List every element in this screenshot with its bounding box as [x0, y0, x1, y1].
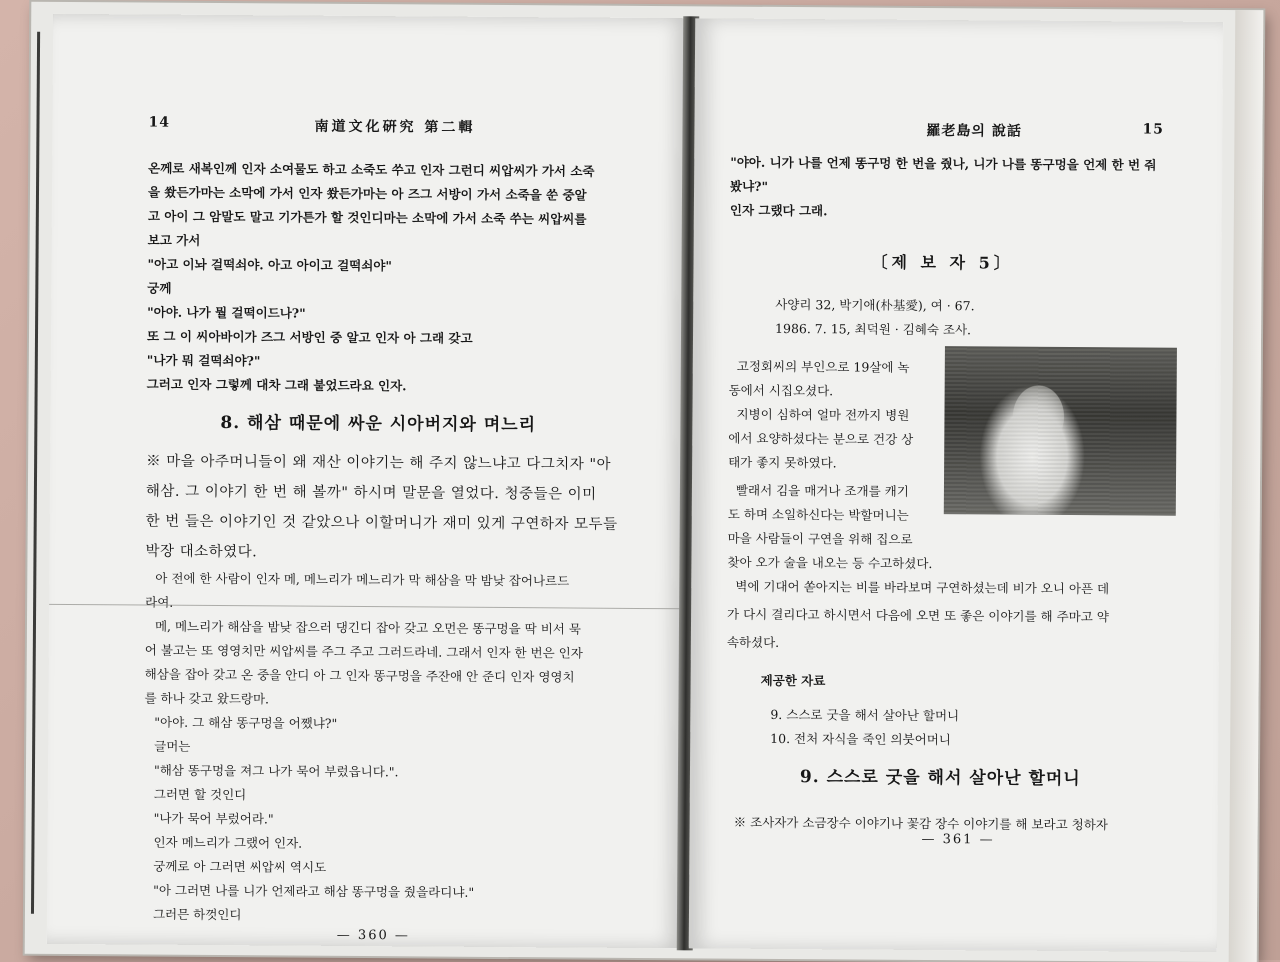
text-line: "아고 이놔 걸떡쇠야. 아고 아이고 걸떡쇠야": [147, 256, 392, 274]
text-line: 아 전에 한 사람이 인자 메, 메느리가 메느리가 막 해삼을 막 밤낮 잡어나르드: [155, 570, 570, 589]
informant-photo: [944, 346, 1177, 516]
bio-line: 에서 요양하셨다는 분으로 건강 상: [728, 430, 914, 447]
text-line: 그러믄 하껏인디: [152, 906, 242, 923]
material-item: 10. 전처 자식을 죽인 의붓어머니: [770, 730, 951, 748]
text-line: "나가 뭐 걸떡쇠야?": [146, 352, 261, 369]
bio-line: 찾아 오가 술을 내오는 등 수고하셨다.: [727, 554, 933, 572]
bio-line: 마을 사람들이 구연을 위해 집으로: [727, 530, 913, 547]
section-title-9: 9. 스스로 굿을 해서 살아난 할머니: [799, 767, 1081, 790]
bio-line: 가 다시 결리다고 하시면서 다음에 오면 또 좋은 이야기를 해 주마고 약: [727, 606, 1109, 625]
bio-line: 고정회씨의 부인으로 19살에 녹: [736, 358, 910, 375]
text-line: 을 쐈든가마는 소막에 가서 인자 쐈든가마는 아 즈그 서방이 가서 소죽을 쑨 중알: [147, 184, 587, 203]
text-line: 그러고 인자 그렇께 대차 그래 붙었드라요 인자.: [146, 376, 407, 394]
text-line: 글머는: [154, 738, 191, 754]
text-line: 어 불고는 또 영영치만 씨압씨를 주그 주고 그러드라네. 그래서 인자 한 번은 인자: [144, 642, 583, 661]
bio-line: 도 하며 소일하신다는 박할머니는: [727, 506, 909, 523]
text-line: "해삼 똥구멍을 져그 나가 묵어 부렀읍니다.".: [153, 762, 399, 780]
text-line: 라여.: [145, 594, 174, 610]
text-line: "아 그러면 나를 니가 언제라고 해삼 똥구멍을 줬을라디냐.": [153, 882, 475, 900]
right-running-head: 羅老島의 說話: [926, 122, 1022, 140]
left-page: [47, 14, 689, 948]
bio-line: 태가 좋지 못하였다.: [728, 454, 837, 471]
informant-info: 1986. 7. 15, 최덕원 · 김혜숙 조사.: [775, 320, 972, 338]
right-page: [689, 18, 1223, 952]
text-line: 온께로 새복인께 인자 소여물도 하고 소죽도 쑤고 인자 그런디 씨압씨가 가서 소죽: [148, 160, 595, 179]
bio-line: 속하셨다.: [726, 634, 780, 650]
informant-title: 〔제 보 자 5〕: [871, 252, 1014, 273]
text-line: 궁께: [147, 280, 172, 296]
lead-line: ※ 마을 아주머니들이 왜 재산 이야기는 해 주지 않느냐고 다그치자 "아: [146, 453, 612, 473]
lead-line: 박장 대소하였다.: [145, 543, 258, 561]
left-folio: — 360 —: [336, 927, 410, 944]
open-book: [25, 2, 1264, 962]
informant-info: 사양리 32, 박기애(朴基愛), 여 · 67.: [775, 296, 975, 314]
text-line: 해삼을 잡아 갖고 온 중을 안디 아 그 인자 똥구멍을 주잔애 안 준디 인자 영영치: [144, 666, 575, 685]
text-line: 메, 메느리가 해삼을 밤낮 잡으러 댕긴디 잡아 갖고 오먼은 똥구멍을 딱 비서 묵: [154, 618, 582, 637]
text-line: 인자 메느리가 그랬어 인자.: [153, 834, 303, 851]
right-folio: — 361 —: [921, 831, 995, 848]
lead-line: 해삼. 그 이야기 한 번 해 볼까" 하시며 말문을 열었다. 청중들은 이미: [145, 483, 597, 503]
text-line: "아야. 그 해삼 똥구멍을 어쨌냐?": [154, 714, 338, 731]
text-line: "아야. 나가 뭘 걸떡이드나?": [147, 304, 306, 321]
text-line: 인자 그랬다 그래.: [729, 202, 828, 219]
text-line: "야아. 니가 나를 언제 똥구멍 한 번을 줬나, 니가 나를 똥구멍을 언제 한 번 줘: [730, 154, 1157, 173]
text-line: 봤냐?": [730, 178, 769, 194]
text-line: "나가 묵어 부렀어라.": [153, 810, 274, 827]
lead-line: 한 번 들은 이야기인 것 같았으나 이할머니가 재미 있게 구연하자 모두들: [145, 513, 618, 533]
bio-line: 빨래서 김을 매거나 조개를 캐기: [735, 482, 909, 499]
bio-line: 동에서 시집오셨다.: [728, 382, 834, 399]
left-cover-edge: [31, 32, 40, 914]
text-line: 그러면 할 것인디: [153, 786, 247, 803]
text-line: 를 하나 갖고 왔드랑마.: [144, 690, 270, 707]
bio-line: 지병이 심하여 얼마 전까지 병원: [736, 406, 910, 423]
materials-heading: 제공한 자료: [760, 672, 826, 689]
text-line: 궁께로 아 그러면 씨압씨 역시도: [153, 858, 327, 875]
left-page-number: 14: [148, 114, 171, 131]
text-line: 보고 가서: [147, 232, 201, 248]
text-line: 또 그 이 씨아바이가 즈그 서방인 중 알고 인자 아 그래 갖고: [146, 328, 473, 346]
text-line: ※ 조사자가 소금장수 이야기나 꽃감 장수 이야기를 해 보라고 청하자: [733, 814, 1108, 833]
material-item: 9. 스스로 굿을 해서 살아난 할머니: [770, 706, 960, 724]
right-page-number: 15: [1142, 121, 1165, 138]
left-running-head: 南道文化硏究 第二輯: [314, 118, 476, 136]
section-title-8: 8. 해삼 때문에 싸운 시아버지와 며느리: [220, 413, 537, 436]
bio-line: 벽에 기대어 쏟아지는 비를 바라보며 구연하셨는데 비가 오니 아픈 데: [735, 578, 1110, 597]
text-line: 고 아이 그 암말도 말고 기가튼가 할 것인디마는 소막에 가서 소죽 쑤는 씨압씨를: [147, 208, 587, 227]
